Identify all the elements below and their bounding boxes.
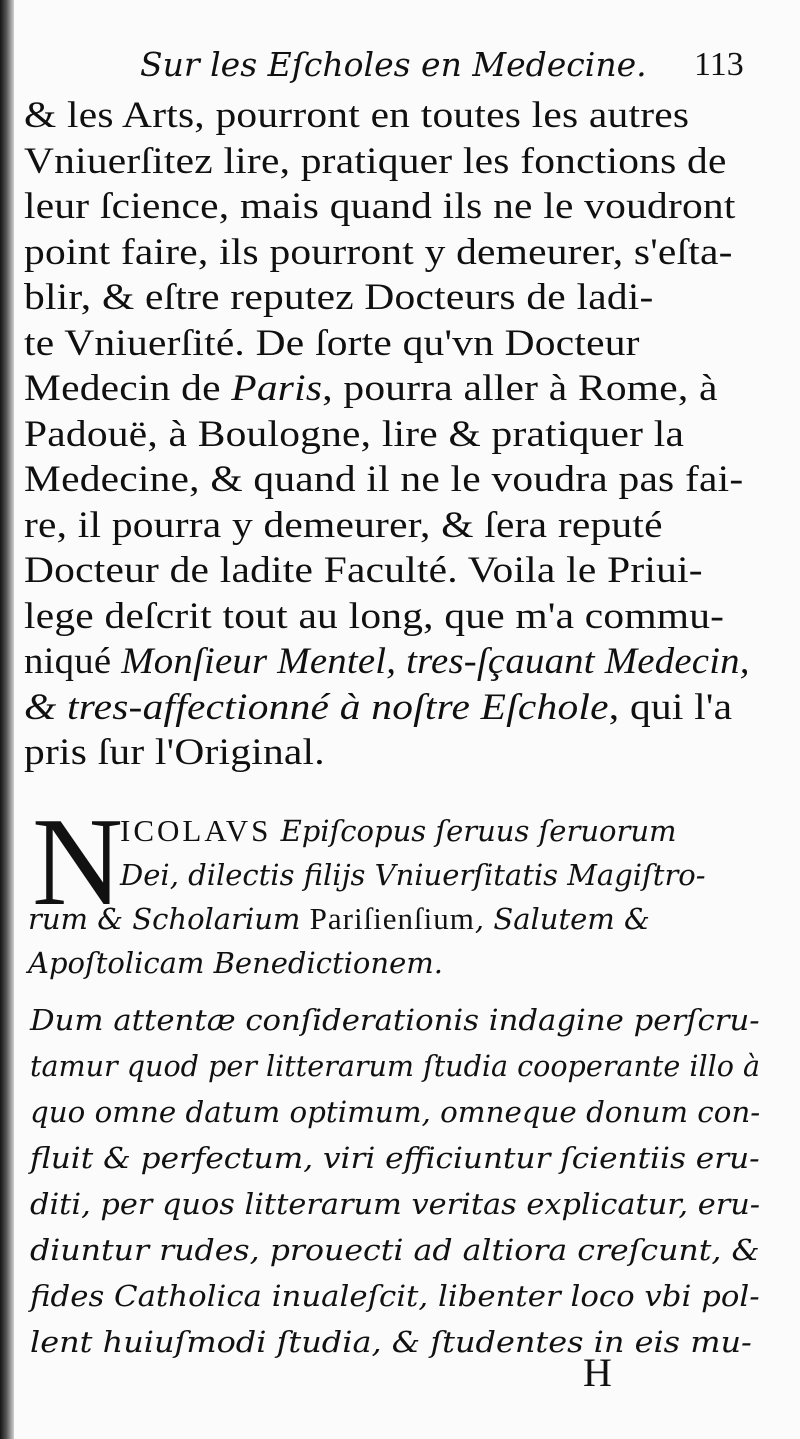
text-segment: blir, & eſtre reputez Docteurs de ladi- xyxy=(24,277,654,318)
signature-mark: H xyxy=(583,1350,612,1395)
text-segment: point faire, ils pourront y demeurer, s'eſta- xyxy=(24,231,733,273)
text-segment: te Vniuerſité. De ſorte qu'vn Docteur xyxy=(24,322,640,364)
text-segment: , pourra aller à Rome, à xyxy=(322,368,718,409)
italic-text-segment: Paris xyxy=(231,368,323,409)
body-line xyxy=(24,457,800,503)
body-line xyxy=(24,594,800,640)
body-line xyxy=(24,230,800,276)
french-body-text xyxy=(24,93,754,776)
latin-line: fides Catholica inualeſcit, libenter loco vbi pol- xyxy=(30,1280,760,1313)
binding-gutter-shadow xyxy=(0,0,14,1439)
latin-line: fluit & perfectum, viri efficiuntur ſcientiis eru- xyxy=(30,1142,760,1175)
body-line xyxy=(24,503,800,549)
text-segment: niqué xyxy=(24,641,122,682)
latin-line: quo omne datum optimum, omneque donum con- xyxy=(30,1096,761,1129)
text-segment: , qui l'a xyxy=(608,686,733,728)
text-segment: leur ſcience, mais quand ils ne le voudront xyxy=(24,186,736,227)
page-number: 113 xyxy=(694,46,744,83)
bull-heading-line-4: Apoſtolicam Benedictionem. xyxy=(28,946,443,980)
italic-text-segment: Monſieur Mentel, tres-ſçauant Medecin, xyxy=(121,641,750,682)
latin-line: diuntur rudes, prouecti ad altiora creſcunt, & xyxy=(30,1234,760,1267)
body-line xyxy=(24,685,800,731)
text-segment: Vniuerſitez lire, pratiquer les fonctions de xyxy=(24,140,727,182)
body-line xyxy=(24,184,800,230)
latin-body-text xyxy=(30,998,770,1366)
text-segment: re, il pourra y demeurer, & ſera reputé xyxy=(24,504,663,546)
text-segment: & les Arts, pourront en toutes les autres xyxy=(24,95,690,136)
bull-heading-line-3 xyxy=(28,898,650,940)
latin-line: lent huiuſmodi ſtudia, & ſtudentes in eis mu- xyxy=(30,1326,752,1359)
drop-capital: N xyxy=(32,793,123,932)
body-line xyxy=(24,275,800,321)
text-segment: Medecin de xyxy=(24,368,232,409)
body-line xyxy=(24,548,800,594)
body-line xyxy=(24,639,790,685)
bull-line-3-italic-a: rum & Scholarium xyxy=(28,902,301,936)
bull-title-italic: Epiſcopus ſeruus ſeruorum xyxy=(280,814,677,848)
latin-line: diti, per quos litterarum veritas explicatur, eru- xyxy=(30,1188,761,1221)
running-title: Sur les Eſcholes en Medecine. xyxy=(140,45,647,84)
body-line xyxy=(24,93,800,139)
latin-line: tamur quod per litterarum ſtudia cooperante illo à xyxy=(30,1050,761,1083)
text-segment: Docteur de ladite Faculté. Voila le Priui- xyxy=(24,550,703,591)
bull-name-upright: ICOLAVS xyxy=(120,813,272,848)
body-line xyxy=(24,730,800,776)
page-header xyxy=(0,42,800,92)
latin-line: Dum attentæ conſiderationis indagine perſcru- xyxy=(30,1004,760,1037)
papal-bull-heading xyxy=(24,793,764,990)
bull-heading-line-2: Dei, dilectis filijs Vniuerſitatis Magiſtro- xyxy=(120,858,706,892)
bull-line-3-upright: Pariſienſium xyxy=(309,901,475,936)
text-segment: Padouë, à Boulogne, lire & pratiquer la xyxy=(24,413,685,455)
text-segment: pris ſur l'Original. xyxy=(24,732,325,773)
body-line xyxy=(24,321,800,367)
body-line xyxy=(24,139,800,185)
text-segment: Medecine, & quand il ne le voudra pas fai- xyxy=(24,459,744,500)
body-line xyxy=(24,366,800,412)
text-segment: lege deſcrit tout au long, que m'a commu- xyxy=(24,595,725,637)
body-line xyxy=(24,412,800,458)
bull-line-3-italic-b: , Salutem & xyxy=(474,902,650,936)
italic-text-segment: & tres-affectionné à noſtre Eſchole xyxy=(24,686,609,728)
bull-heading-line-1 xyxy=(120,810,677,852)
